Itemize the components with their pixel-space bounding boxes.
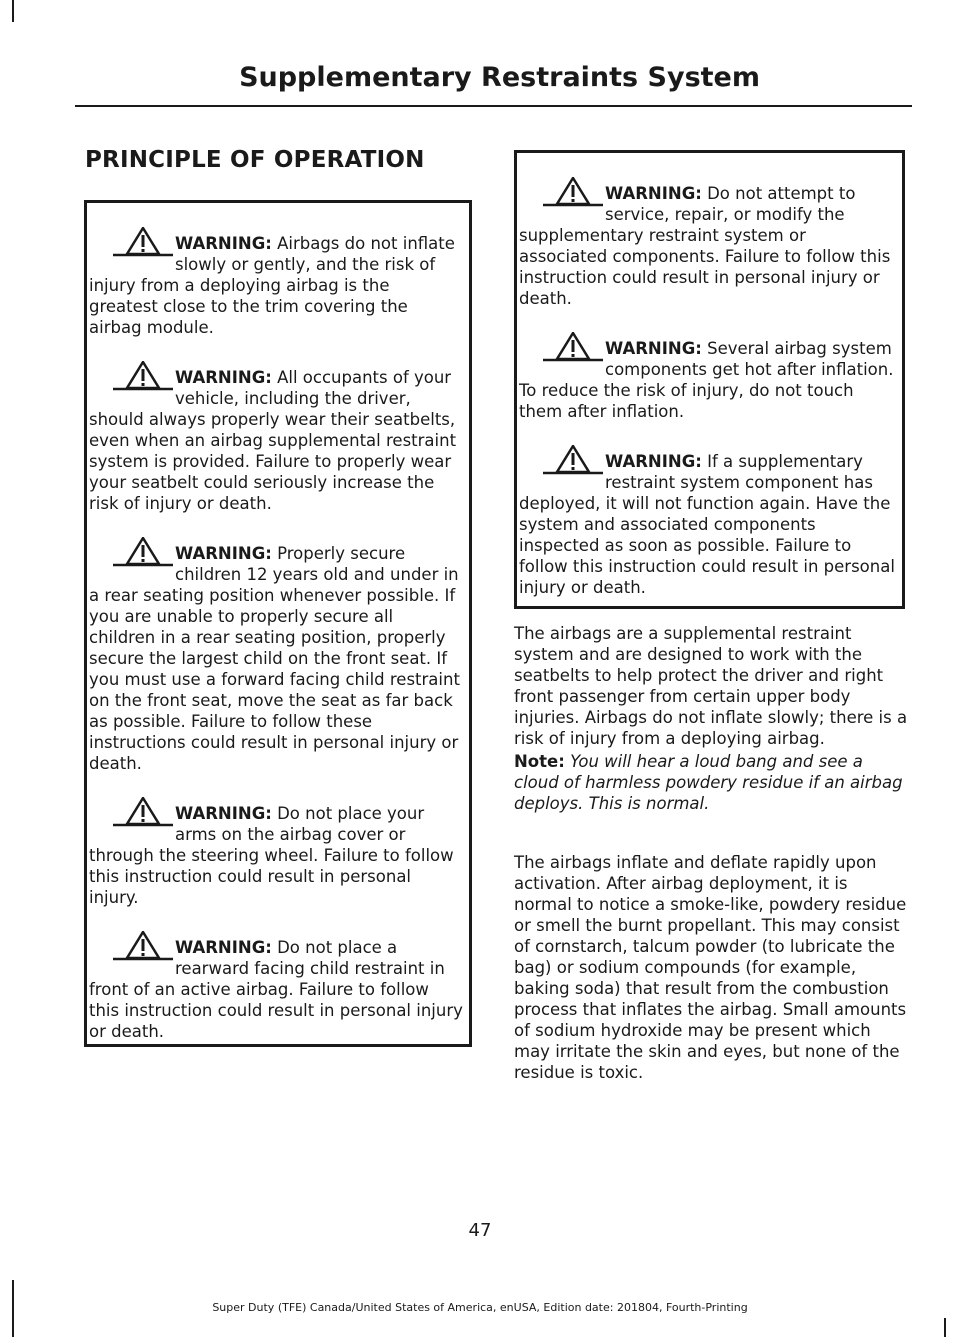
warning-item xyxy=(87,233,469,338)
body-paragraph: The airbags are a supplemental restraint system and are designed to work with the seatbelts to help protect the driver and right front passenger from certain upper body injuries. Airbags do not inflate slowly; there is a risk of injury from a deploying airbag. xyxy=(514,624,908,748)
warning-label: WARNING: xyxy=(175,938,272,957)
crop-mark-bottom-right xyxy=(944,1318,946,1337)
warning-item xyxy=(517,183,902,309)
warning-label: WARNING: xyxy=(605,452,702,471)
page-header-title: Supplementary Restraints System xyxy=(239,62,760,93)
left-warning-box xyxy=(84,200,472,1047)
warning-triangle-icon xyxy=(113,361,173,391)
page-number: 47 xyxy=(468,1220,492,1241)
warning-text: Several airbag system components get hot after inflation. To reduce the risk of injury, do not touch them after inflation. xyxy=(519,339,894,421)
note-text: You will hear a loud bang and see a cloud of harmless powdery residue if an airbag deploys. This is normal. xyxy=(514,752,903,813)
body-paragraph: The airbags inflate and deflate rapidly upon activation. After airbag deployment, it is normal to notice a smoke-like, powdery residue or smell the burnt propellant. This may consist of cornstarch, talcum powder (to lubricate the bag) or sodium compounds (for example, baking soda) that result from the combustion process that inflates the airbag. Small amounts of sodium hydroxide may be present which may irritate the skin and eyes, but none of the residue is toxic. xyxy=(514,853,907,1082)
warning-label: WARNING: xyxy=(175,804,272,823)
warning-triangle-icon xyxy=(543,177,603,207)
warning-text: Do not place your arms on the airbag cover or through the steering wheel. Failure to follow this instruction could result in personal injury. xyxy=(89,804,454,907)
warning-label: WARNING: xyxy=(175,544,272,563)
warning-label: WARNING: xyxy=(605,184,702,203)
warning-item xyxy=(87,367,469,514)
right-warning-box xyxy=(514,150,905,609)
warning-text: Properly secure children 12 years old and under in a rear seating position whenever possible. If you are unable to properly secure all children in a rear seating position, properly secure the largest child on the front seat. If you must use a forward facing child restraint on the front seat, move the seat as far back as possible. Failure to follow these instructions could result in personal injury or death. xyxy=(89,544,460,773)
warning-label: WARNING: xyxy=(175,234,272,253)
warning-text: All occupants of your vehicle, including the driver, should always properly wear their seatbelts, even when an airbag supplemental restraint system is provided. Failure to properly wear your seatbelt could seriously increase the risk of injury or death. xyxy=(89,368,457,513)
crop-mark-top-left xyxy=(12,0,14,22)
warning-text: Do not place a rearward facing child restraint in front of an active airbag. Failure to follow this instruction could result in personal injury or death. xyxy=(89,938,463,1041)
warning-text: Do not attempt to service, repair, or modify the supplementary restraint system or associated components. Failure to follow this instruction could result in personal injury or death. xyxy=(519,184,891,308)
note-label: Note: xyxy=(514,752,565,771)
footer-edition-text: Super Duty (TFE) Canada/United States of America, enUSA, Edition date: 201804, Fourth-Printing xyxy=(212,1301,748,1314)
warning-triangle-icon xyxy=(113,227,173,257)
warning-item xyxy=(517,338,902,422)
warning-item xyxy=(517,451,902,598)
warning-triangle-icon xyxy=(543,445,603,475)
warning-label: WARNING: xyxy=(175,368,272,387)
warning-triangle-icon xyxy=(543,332,603,362)
warning-item xyxy=(87,937,469,1042)
note-paragraph xyxy=(514,751,908,814)
warning-triangle-icon xyxy=(113,537,173,567)
warning-label: WARNING: xyxy=(605,339,702,358)
warning-triangle-icon xyxy=(113,797,173,827)
section-heading: PRINCIPLE OF OPERATION xyxy=(85,147,425,173)
header-rule xyxy=(75,105,912,107)
warning-text: If a supplementary restraint system component has deployed, it will not function again. Have the system and associated components inspected as soon as possible. Failure to follow this instruction could result in personal injury or death. xyxy=(519,452,895,597)
warning-text: Airbags do not inflate slowly or gently, and the risk of injury from a deploying airbag is the greatest close to the trim covering the airbag module. xyxy=(89,234,455,337)
warning-item xyxy=(87,543,469,774)
warning-item xyxy=(87,803,469,908)
warning-triangle-icon xyxy=(113,931,173,961)
